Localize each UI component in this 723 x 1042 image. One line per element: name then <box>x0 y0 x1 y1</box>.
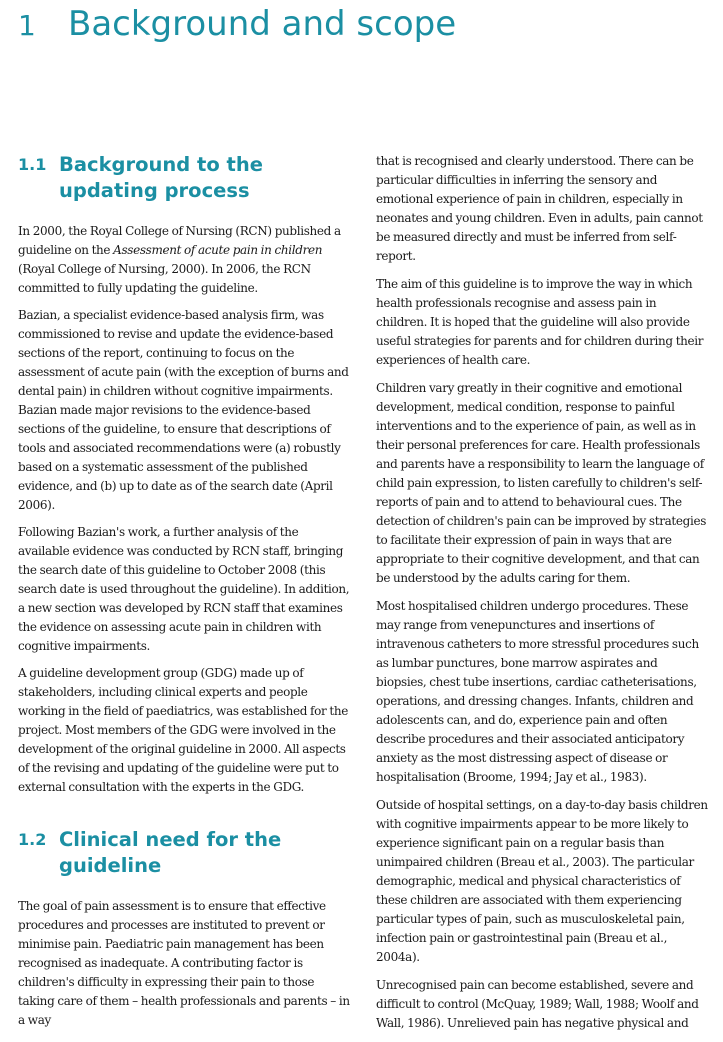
paragraph: Following Bazian's work, a further analysis of the available evidence was conducted by RCN staff, bringing the search date of this guideline to October 2008 (this search date is used throughout the guideline). In addition, a new section was developed by RCN staff that examines the evidence on assessing acute pain in children with cognitive impairments. <box>18 525 350 653</box>
paragraph-text: (Royal College of Nursing, 2000). In 2006, the RCN committed to fully updating the guideline. <box>18 262 311 295</box>
paragraph: Outside of hospital settings, on a day-to-day basis children with cognitive impairments appear to be more likely to experience significant pain on a regular basis than unimpaired children (Breau et al., 2003). The particular demographic, medical and physical characteristics of these children are associated with them experiencing particular types of pain, such as musculoskeletal pain, infection pain or gastrointestinal pain (Breau et al., 2004a). <box>376 798 708 964</box>
paragraph: The aim of this guideline is to improve the way in which health professionals recognise and assess pain in children. It is hoped that the guideline will also provide useful strategies for parents and for children during their experiences of health care. <box>376 277 704 367</box>
chapter-number: 1 <box>18 9 36 42</box>
section-title: Background to the updating process <box>59 153 263 202</box>
paragraph: Bazian, a specialist evidence-based analysis firm, was commissioned to revise and update the evidence-based sections of the report, continuing to focus on the assessment of acute pain (with the exception of burns and dental pain) in children without cognitive impairments. Bazian made major revisions to the evidence-based sections of the guideline, to ensure that descriptions of tools and associated recommendations were (a) robustly based on a systematic assessment of the published evidence, and (b) up to date as of the search date (April 2006). <box>18 308 349 512</box>
paragraph <box>18 222 351 298</box>
paragraph: that is recognised and clearly understood. There can be particular difficulties in inferring the sensory and emotional experience of pain in children, especially in neonates and young children. Even in adults, pain cannot be measured directly and must be inferred from self-report. <box>376 154 703 263</box>
paragraph: Children vary greatly in their cognitive and emotional development, medical condition, response to painful interventions and to the experience of pain, as well as in their personal preferences for care. Health professionals and parents have a responsibility to learn the language of child pain expression, to listen carefully to children's self-reports of pain and to attend to behavioural cues. The detection of children's pain can be improved by strategies to facilitate their expression of pain in ways that are appropriate to their cognitive development, and that can be understood by the adults caring for them. <box>376 381 706 585</box>
publication-title: Assessment of acute pain in children <box>113 243 323 257</box>
paragraph: Unrecognised pain can become established, severe and difficult to control (McQuay, 1989; Wall, 1988; Woolf and Wall, 1986). Unrelieved pain has negative physical and <box>376 978 699 1030</box>
paragraph: The goal of pain assessment is to ensure that effective procedures and processes are instituted to prevent or minimise pain. Paediatric pain management has been recognised as inadequate. A contributing factor is children's difficulty in expressing their pain to those taking care of them – health professionals and parents – in a way <box>18 899 350 1027</box>
chapter-title: Background and scope <box>68 4 457 44</box>
right-column <box>376 152 710 1042</box>
left-column <box>18 152 351 1038</box>
section-heading-1-1 <box>18 152 351 204</box>
paragraph: A guideline development group (GDG) made up of stakeholders, including clinical experts and people working in the field of paediatrics, was established for the project. Most members of the GDG were involved in the development of the original guideline in 2000. All aspects of the revising and updating of the guideline were put to external consultation with the experts in the GDG. <box>18 666 348 794</box>
section-heading-1-2 <box>18 827 351 879</box>
paragraph: Most hospitalised children undergo procedures. These may range from venepunctures and insertions of intravenous catheters to more stressful procedures such as lumbar punctures, bone marrow aspirates and biopsies, chest tube insertions, cardiac catheterisations, operations, and dressing changes. Infants, children and adolescents can, and do, experience pain and often describe procedures and their associated anticipatory anxiety as the most distressing aspect of disease or hospitalisation (Broome, 1994; Jay et al., 1983). <box>376 599 699 784</box>
section-title: Clinical need for the guideline <box>59 828 282 877</box>
paragraph-text: In 2000, the Royal College of Nursing (RCN) published a guideline on the <box>18 224 341 257</box>
section-number: 1.2 <box>18 830 47 849</box>
chapter-heading <box>18 2 456 48</box>
section-number: 1.1 <box>18 155 47 174</box>
